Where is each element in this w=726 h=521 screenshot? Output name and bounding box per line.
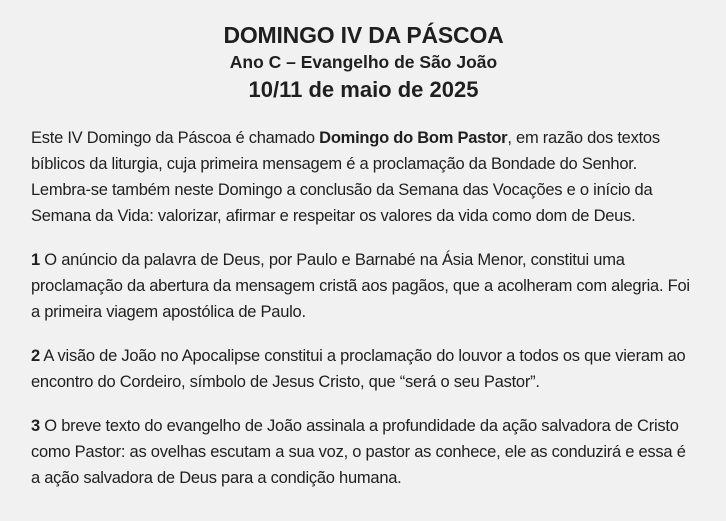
page-title: DOMINGO IV DA PÁSCOA: [223, 22, 504, 48]
document-header: [31, 20, 696, 104]
document-body: [31, 125, 696, 491]
paragraph-2: 2 A visão de João no Apocalipse constitui a proclamação do louvor a todos os que vieram ao encontro do Cordeiro, símbolo de Jesus Cristo, que “será o seu Pastor”.: [31, 347, 686, 391]
paragraph-3: 3 O breve texto do evangelho de João assinala a profundidade da ação salvadora de Cristo como Pastor: as ovelhas escutam a sua voz, o pastor as conhece, ele as conduzirá e essa é a ação salvadora de Deus para a condição humana.: [31, 417, 686, 487]
paragraph-1: 1 O anúncio da palavra de Deus, por Paulo e Barnabé na Ásia Menor, constitui uma proclamação da abertura da mensagem cristã aos pagãos, que a acolheram com alegria. Foi a primeira viagem apostólica de Paulo.: [31, 251, 690, 321]
page-date: 10/11 de maio de 2025: [248, 77, 479, 102]
paragraph-intro: Este IV Domingo da Páscoa é chamado Domingo do Bom Pastor, em razão dos textos bíblicos da liturgia, cuja primeira mensagem é a proclamação da Bondade do Senhor. Lembra-se também neste Domingo a conclusão da Semana das Vocações e o início da Semana da Vida: valorizar, afirmar e respeitar os valores da vida como dom de Deus.: [31, 129, 660, 225]
page-subtitle: Ano C – Evangelho de São João: [229, 52, 498, 72]
